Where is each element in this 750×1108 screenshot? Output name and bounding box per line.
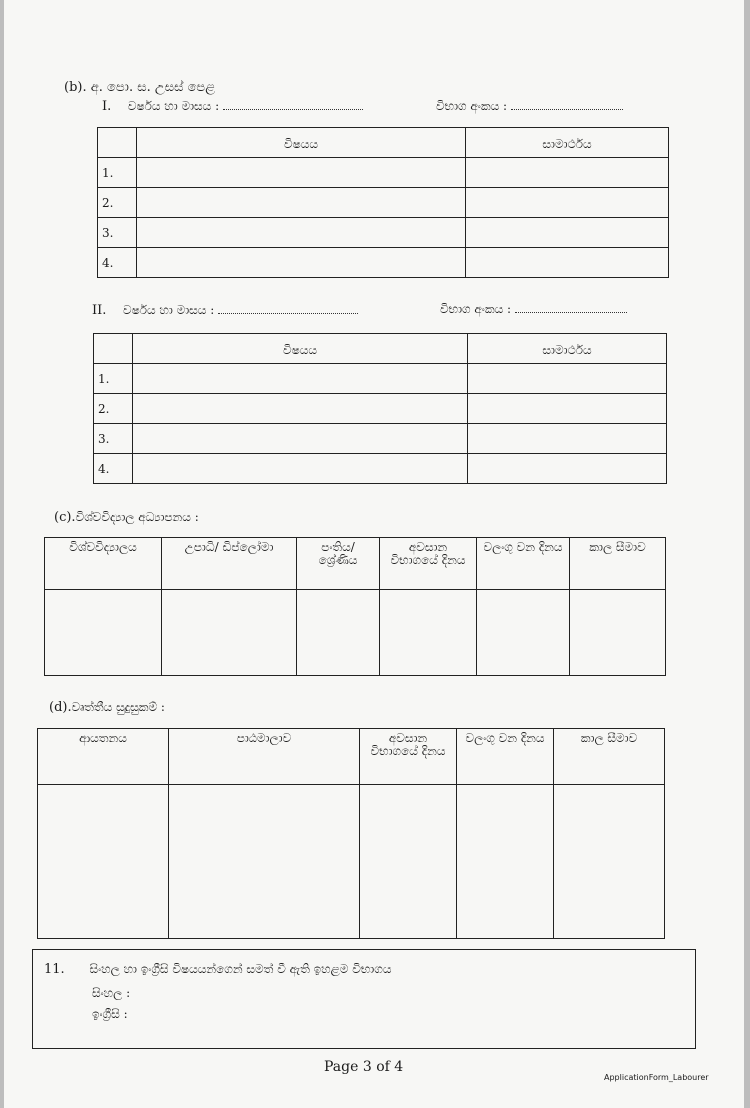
item-11-heading	[44, 962, 391, 977]
sinhala-label: සිංහල :	[92, 986, 131, 1000]
university-col-header: අවසාන විභාගයේ දිනය	[380, 538, 477, 590]
sitting-1-row-number: 2.	[98, 188, 137, 218]
sitting-2-row	[92, 303, 358, 318]
sitting-1-grade-header: සාමාර්ථය	[466, 128, 669, 158]
sitting-1-grade-cell[interactable]	[466, 218, 669, 248]
professional-col-header: ආයතනය	[38, 729, 169, 785]
professional-col-header: අවසාන විභාගයේ දිනය	[360, 729, 457, 785]
section-c-title: විශ්වවිද්‍යාල අධ්‍යාපනය :	[75, 510, 199, 524]
sitting-2-year-field[interactable]	[218, 303, 358, 314]
sitting-1-grade-cell[interactable]	[466, 188, 669, 218]
university-col-header: විශ්වවිද්‍යාලය	[45, 538, 162, 590]
sitting-1-index-label: විභාග අංකය :	[436, 99, 508, 113]
english-row	[92, 1007, 128, 1022]
professional-col-header: පාඨමාලාව	[169, 729, 360, 785]
form-page	[4, 0, 744, 1108]
sitting-1-row-number: 3.	[98, 218, 137, 248]
sitting-2-subject-cell[interactable]	[133, 394, 468, 424]
university-col-header: උපාධි/ ඩිප්ලෝමා	[162, 538, 297, 590]
sitting-2-row-number: 3.	[94, 424, 133, 454]
page-number: Page 3 of 4	[324, 1059, 404, 1075]
sitting-2-numeral: II.	[92, 303, 107, 318]
professional-cell[interactable]	[554, 785, 665, 939]
sitting-2-row-number: 4.	[94, 454, 133, 484]
item-11-title: සිංහල හා ඉංග්‍රීසි විෂයයන්ගෙන් සමත් වී ඇති ඉහළම විභාගය	[89, 962, 392, 976]
university-cell[interactable]	[570, 590, 666, 676]
sitting-1-table	[97, 127, 669, 278]
section-c-label: (c).	[54, 510, 76, 525]
sitting-2-grade-header: සාමාර්ථය	[468, 334, 667, 364]
professional-cell[interactable]	[38, 785, 169, 939]
university-table	[44, 537, 666, 676]
sitting-1-subject-cell[interactable]	[137, 158, 466, 188]
sitting-2-index-label: විභාග අංකය :	[440, 302, 512, 316]
professional-col-header: වලංගු වන දිනය	[457, 729, 554, 785]
university-col-header: පංතිය/ ශ්‍රේණිය	[297, 538, 380, 590]
professional-col-header: කාල සීමාව	[554, 729, 665, 785]
professional-table	[37, 728, 665, 939]
sitting-2-grade-cell[interactable]	[468, 394, 667, 424]
sitting-2-subject-cell[interactable]	[133, 454, 468, 484]
sitting-1-subject-cell[interactable]	[137, 248, 466, 278]
sitting-1-index-row	[436, 99, 623, 114]
university-cell[interactable]	[45, 590, 162, 676]
sitting-2-subject-header: විෂයය	[133, 334, 468, 364]
section-b-title: අ. පො. ස. උසස් පෙළ	[90, 80, 216, 95]
sitting-2-subject-cell[interactable]	[133, 364, 468, 394]
form-reference: ApplicationForm_Labourer	[604, 1073, 709, 1082]
professional-cell[interactable]	[457, 785, 554, 939]
section-d-heading	[49, 700, 165, 715]
sitting-2-index-field[interactable]	[515, 302, 627, 313]
sitting-1-subject-cell[interactable]	[137, 188, 466, 218]
sitting-1-row-number: 4.	[98, 248, 137, 278]
item-11-number: 11.	[44, 962, 65, 977]
university-col-header: කාල සීමාව	[570, 538, 666, 590]
professional-cell[interactable]	[169, 785, 360, 939]
section-c-heading	[54, 510, 199, 525]
sitting-2-subject-cell[interactable]	[133, 424, 468, 454]
sitting-1-subject-header: විෂයය	[137, 128, 466, 158]
university-cell[interactable]	[477, 590, 570, 676]
sitting-1-grade-cell[interactable]	[466, 248, 669, 278]
sitting-2-grade-cell[interactable]	[468, 364, 667, 394]
sitting-2-table	[93, 333, 667, 484]
sitting-2-grade-cell[interactable]	[468, 424, 667, 454]
sinhala-row	[92, 986, 130, 1001]
sitting-2-year-label: වර්ෂය හා මාසය :	[122, 303, 215, 317]
sitting-2-grade-cell[interactable]	[468, 454, 667, 484]
sitting-1-subject-cell[interactable]	[137, 218, 466, 248]
section-d-title: වෘත්තීය සුදුසුකම් :	[71, 700, 165, 714]
university-cell[interactable]	[297, 590, 380, 676]
university-cell[interactable]	[380, 590, 477, 676]
sitting-1-index-field[interactable]	[511, 99, 623, 110]
sitting-2-index-row	[440, 302, 627, 317]
section-b-label: (b).	[64, 80, 87, 95]
sitting-1-row-number: 1.	[98, 158, 137, 188]
professional-cell[interactable]	[360, 785, 457, 939]
english-label: ඉංග්‍රීසි :	[92, 1007, 128, 1021]
section-b-heading	[64, 80, 215, 95]
sitting-1-numeral: I.	[102, 99, 112, 114]
sitting-1-year-field[interactable]	[223, 99, 363, 110]
sitting-1-no-header	[98, 128, 137, 158]
sitting-2-row-number: 2.	[94, 394, 133, 424]
university-col-header: වලංගු වන දිනය	[477, 538, 570, 590]
university-cell[interactable]	[162, 590, 297, 676]
sitting-2-no-header	[94, 334, 133, 364]
sitting-1-year-label: වර්ෂය හා මාසය :	[127, 99, 220, 113]
sitting-2-row-number: 1.	[94, 364, 133, 394]
sitting-1-grade-cell[interactable]	[466, 158, 669, 188]
sitting-1-row	[102, 99, 363, 114]
section-d-label: (d).	[49, 700, 72, 715]
